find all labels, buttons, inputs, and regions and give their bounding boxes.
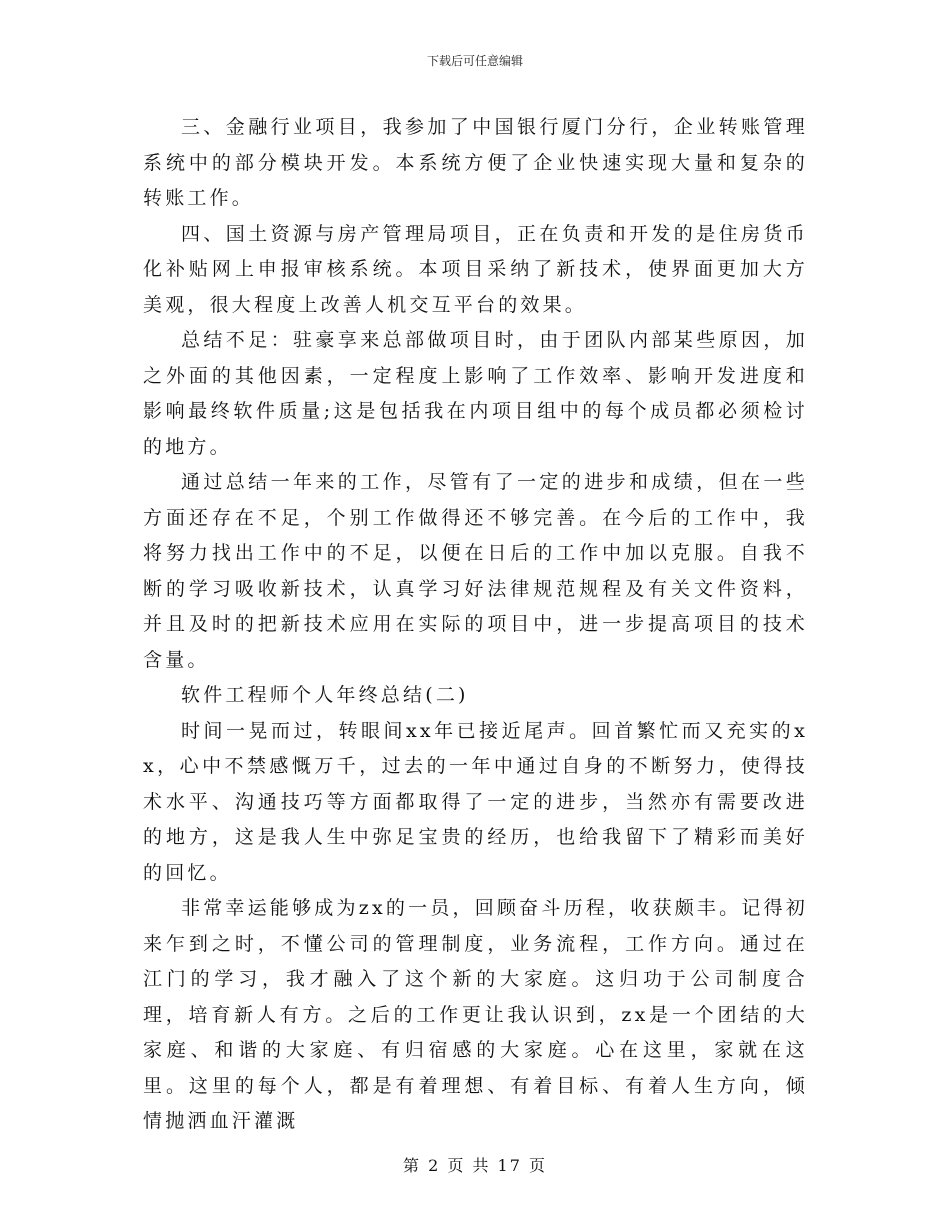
page-footer: 第 2 页 共 17 页 [403,1156,547,1175]
paragraph-joining-company: 非常幸运能够成为zx的一员，回顾奋斗历程，收获颇丰。记得初来乍到之时，不懂公司的管理制度，业务流程，工作方向。通过在江门的学习，我才融入了这个新的大家庭。这归功于公司制度合理，培育新人有方。之后的工作更让我认识到，zx是一个团结的大家庭、和谐的大家庭、有归宿感的大家庭。心在这里，家就在这里。这里的每个人，都是有着理想、有着目标、有着人生方向，倾情抛洒血汗灌溉 [143,897,808,1132]
paragraph-land-resources-project: 四、国土资源与房产管理局项目，正在负责和开发的是住房货币化补贴网上申报审核系统。本项目采纳了新技术，使界面更加大方美观，很大程度上改善人机交互平台的效果。 [143,222,808,316]
paragraph-year-summary: 通过总结一年来的工作，尽管有了一定的进步和成绩，但在一些方面还存在不足，个别工作做得还不够完善。在今后的工作中，我将努力找出工作中的不足，以便在日后的工作中加以克服。自我不断的学习吸收新技术，认真学习好法律规范规程及有关文件资料，并且及时的把新技术应用在实际的项目中，进一步提高项目的技术含量。 [143,471,808,671]
page-header: 下载后可任意编辑 [426,54,523,68]
paragraph-summary-shortcomings: 总结不足：驻豪享来总部做项目时，由于团队内部某些原因，加之外面的其他因素，一定程度上影响了工作效率、影响开发进度和影响最终软件质量;这是包括我在内项目组中的每个成员都必须检讨的地方。 [143,329,808,458]
document-body [143,110,808,1140]
paragraph-finance-project: 三、金融行业项目，我参加了中国银行厦门分行，企业转账管理系统中的部分模块开发。本系统方便了企业快速实现大量和复杂的转账工作。 [143,116,808,209]
paragraph-time-passes: 时间一晃而过，转眼间xx年已接近尾声。回首繁忙而又充实的xx，心中不禁感慨万千，过去的一年中通过自身的不断努力，使得技术水平、沟通技巧等方面都取得了一定的进步，当然亦有需要改进的地方，这是我人生中弥足宝贵的经历，也给我留下了精彩而美好的回忆。 [143,719,808,884]
section-title: 软件工程师个人年终总结(二) [181,684,469,706]
